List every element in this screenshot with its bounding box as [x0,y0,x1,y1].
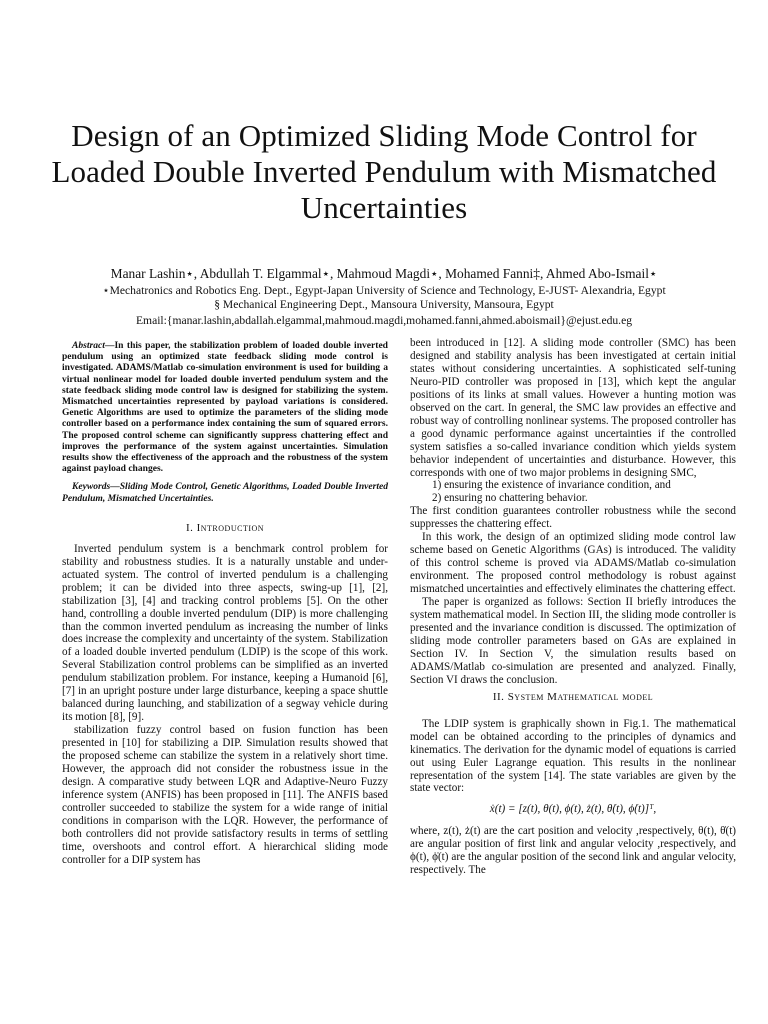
intro-paragraph-3: been introduced in [12]. A sliding mode controller (SMC) has been designed and stability analysis has been investigated at certain initial states without considering uncertainties. A sophisticated self-tuning Neuro-PID controller was proposed in [13], which kept the angular positions of its links at small values. However a hunting motion was observed on the cart. In general, the SMC law provides an effective and robust way of controlling nonlinear systems. The proposed controller has a good dynamic performance against uncertainties if the controlled system satisfies a so-called invariance condition which yields system behavior independent of uncertainties and disturbance. However, this corresponds with one of two major problems in designing SMC, [410,337,736,479]
paper-title: Design of an Optimized Sliding Mode Control for Loaded Double Inverted Pendulum with Mismatched Uncertainties [51,118,717,225]
list-item: 1) ensuring the existence of invariance condition, and [432,479,671,492]
affiliation-mansoura: § Mechanical Engineering Dept., Mansoura University, Mansoura, Egypt [214,298,554,311]
intro-paragraph-5: In this work, the design of an optimized sliding mode control law scheme based on Genetic Algorithms (GAs) is introduced. The validity of this control scheme is proved via ADAMS/Matlab co-simulation environment. The proposed control methodology is robust against mismatched uncertainties and effectively eliminates the chattering effect. [410,531,736,596]
model-paragraph-1: The LDIP system is graphically shown in Fig.1. The mathematical model can be obtained according to the principles of dynamics and kinematics. The derivation for the dynamic model of equations is carried out using Euler Lagrange equation. This results in the nonlinear representation of the system [14]. The state variables are given by the state vector: [410,717,736,795]
model-paragraph-2: where, z(t), ż(t) are the cart position and velocity ,respectively, θ(t), θ̇(t) are angular position of first link and angular velocity ,respectively, and ϕ(t), ϕ̇(t) are the angular position of the second link and angular velocity, respectively. The [410,825,736,877]
list-item: 2) ensuring no chattering behavior. [432,492,588,505]
intro-paragraph-4: The first condition guarantees controller robustness while the second suppresses the chattering effect. [410,505,736,531]
intro-paragraph-2: stabilization fuzzy control based on fusion function has been presented in [10] for stabilizing a DIP. Simulation results showed that the proposed scheme can stabilize the system in a relatively short time. However, the approach did not consider the robustness issue in the design. A comparative study between LQR and Adaptive-Neuro Fuzzy inference system (ANFIS) has been proposed in [11]. The ANFIS based controller succeeded to stabilize the system for a wide range of initial conditions in comparison with the LQR. However, the performance of both controllers did not provide satisfactory results in terms of settling time, overshoots and control effort. A hierarchical sliding mode controller for a DIP system has [62,724,388,866]
abstract-text: —In this paper, the stabilization problem of loaded double inverted pendulum using an optimized state feedback sliding mode control is investigated. ADAMS/Matlab co-simulation environment is used for building a virtual nonlinear model for loaded double inverted pendulum system and the state feedback sliding mode control law is designed for stabilizing the system. Mismatched uncertainties represented by payload variations is considered. Genetic Algorithms are used to optimize the parameters of the sliding mode controller based on a performance index containing the sum of squared errors. The proposed control scheme can significantly suppress chattering effect and improves the performance of the system against uncertainties. Simulation results show the effectiveness of the approach and the robustness of the system against payload changes. [62,340,388,475]
author-list: Manar Lashin⋆, Abdullah T. Elgammal⋆, Mahmoud Magdi⋆, Mohamed Fanni‡, Ahmed Abo-Ismail⋆ [110,266,658,281]
author-emails: Email:{manar.lashin,abdallah.elgammal,mahmoud.magdi,mohamed.fanni,ahmed.aboismail}@ejust.edu.eg [135,314,633,327]
section-number: I. [185,521,194,534]
right-column [410,337,736,877]
left-column [62,340,388,867]
section-heading-system-model [410,691,736,704]
intro-paragraph-6: The paper is organized as follows: Section II briefly introduces the system mathematical model. In Section III, the sliding mode controller is presented and the invariance condition is discussed. The optimization of sliding mode controller parameters based on GAs are explained in Section IV. In Section V, the simulation results based on ADAMS/Matlab co-simulation are presented and analyzed. Finally, Section VI draws the conclusion. [410,596,736,686]
section-heading-introduction [62,522,388,535]
section-number: II. [492,690,505,703]
intro-paragraph-1: Inverted pendulum system is a benchmark control problem for stability and robustness studies. It is a naturally unstable and under-actuated system. The control of inverted pendulum is a challenging problem; it can be divided into three aspects, swing-up [1], [2], stabilization [3], [4] and tracking control problems [5]. On the other hand, controlling a double inverted pendulum (DIP) is more challenging than the common inverted pendulum as increasing the number of links does increase the complexity and uncertainty of the system. Stabilization of a loaded double inverted pendulum (LDIP) is the scope of this work. Several Stabilization control problems can be simplified as an inverted pendulum stabilization problem. For instance, keeping a Humanoid [6], [7] in an upright posture under large disturbance, keeping a space shuttle balanced during launching, and stabilization of a segway vehicle during its motion [8], [9]. [62,542,388,724]
state-vector-equation: ẋ(t) = [z(t), θ(t), ϕ(t), ż(t), θ̇(t), ϕ̇(t)]ᵀ, [489,803,657,816]
section-title: Introduction [196,521,265,534]
index-terms: Keywords—Sliding Mode Control, Genetic Algorithms, Loaded Double Inverted Pendulum, Mismatched Uncertainties. [62,481,388,504]
affiliation-ejust: ⋆Mechatronics and Robotics Eng. Dept., Egypt-Japan University of Science and Technology, E-JUST- Alexandria, Egypt [102,284,666,297]
abstract-label: Abstract [72,340,105,351]
section-title: System Mathematical model [507,690,654,703]
abstract [62,340,388,474]
